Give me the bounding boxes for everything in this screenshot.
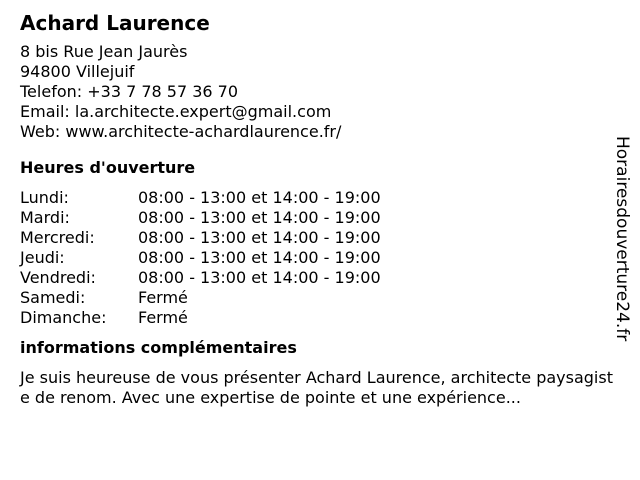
day-label: Jeudi: <box>20 248 65 267</box>
email-text: Email: la.architecte.expert@gmail.com <box>20 102 332 121</box>
day-label: Samedi: <box>20 288 86 307</box>
opening-hours-heading: Heures d'ouverture <box>20 158 196 177</box>
day-label: Mercredi: <box>20 228 95 247</box>
hours-row-tuesday <box>20 208 610 228</box>
address-city: 94800 Villejuif <box>20 62 135 81</box>
day-label: Mardi: <box>20 208 70 227</box>
hours-row-sunday <box>20 308 610 328</box>
time-value: 08:00 - 13:00 et 14:00 - 19:00 <box>138 188 381 207</box>
business-name: Achard Laurence <box>20 11 210 35</box>
time-value: Fermé <box>138 288 188 307</box>
day-label: Vendredi: <box>20 268 96 287</box>
phone-text: Telefon: +33 7 78 57 36 70 <box>20 82 239 101</box>
additional-info-heading: informations complémentaires <box>20 338 297 357</box>
opening-hours-table <box>20 188 610 328</box>
time-value: Fermé <box>138 308 188 327</box>
address-street: 8 bis Rue Jean Jaurès <box>20 42 188 61</box>
business-card <box>20 10 613 408</box>
day-label: Lundi: <box>20 188 69 207</box>
website-text: Web: www.architecte-achardlaurence.fr/ <box>20 122 342 141</box>
time-value: 08:00 - 13:00 et 14:00 - 19:00 <box>138 208 381 227</box>
hours-row-friday <box>20 268 610 288</box>
description-text: Je suis heureuse de vous présenter Achard Laurence, architecte paysagiste de renom. Avec une expertise de pointe et une expérience... <box>20 368 613 407</box>
time-value: 08:00 - 13:00 et 14:00 - 19:00 <box>138 268 381 287</box>
time-value: 08:00 - 13:00 et 14:00 - 19:00 <box>138 228 381 247</box>
time-value: 08:00 - 13:00 et 14:00 - 19:00 <box>138 248 381 267</box>
hours-row-thursday <box>20 248 610 268</box>
day-label: Dimanche: <box>20 308 107 327</box>
site-watermark: Horairesdouverture24.fr <box>612 136 632 342</box>
hours-row-saturday <box>20 288 610 308</box>
hours-row-wednesday <box>20 228 610 248</box>
hours-row-monday <box>20 188 610 208</box>
